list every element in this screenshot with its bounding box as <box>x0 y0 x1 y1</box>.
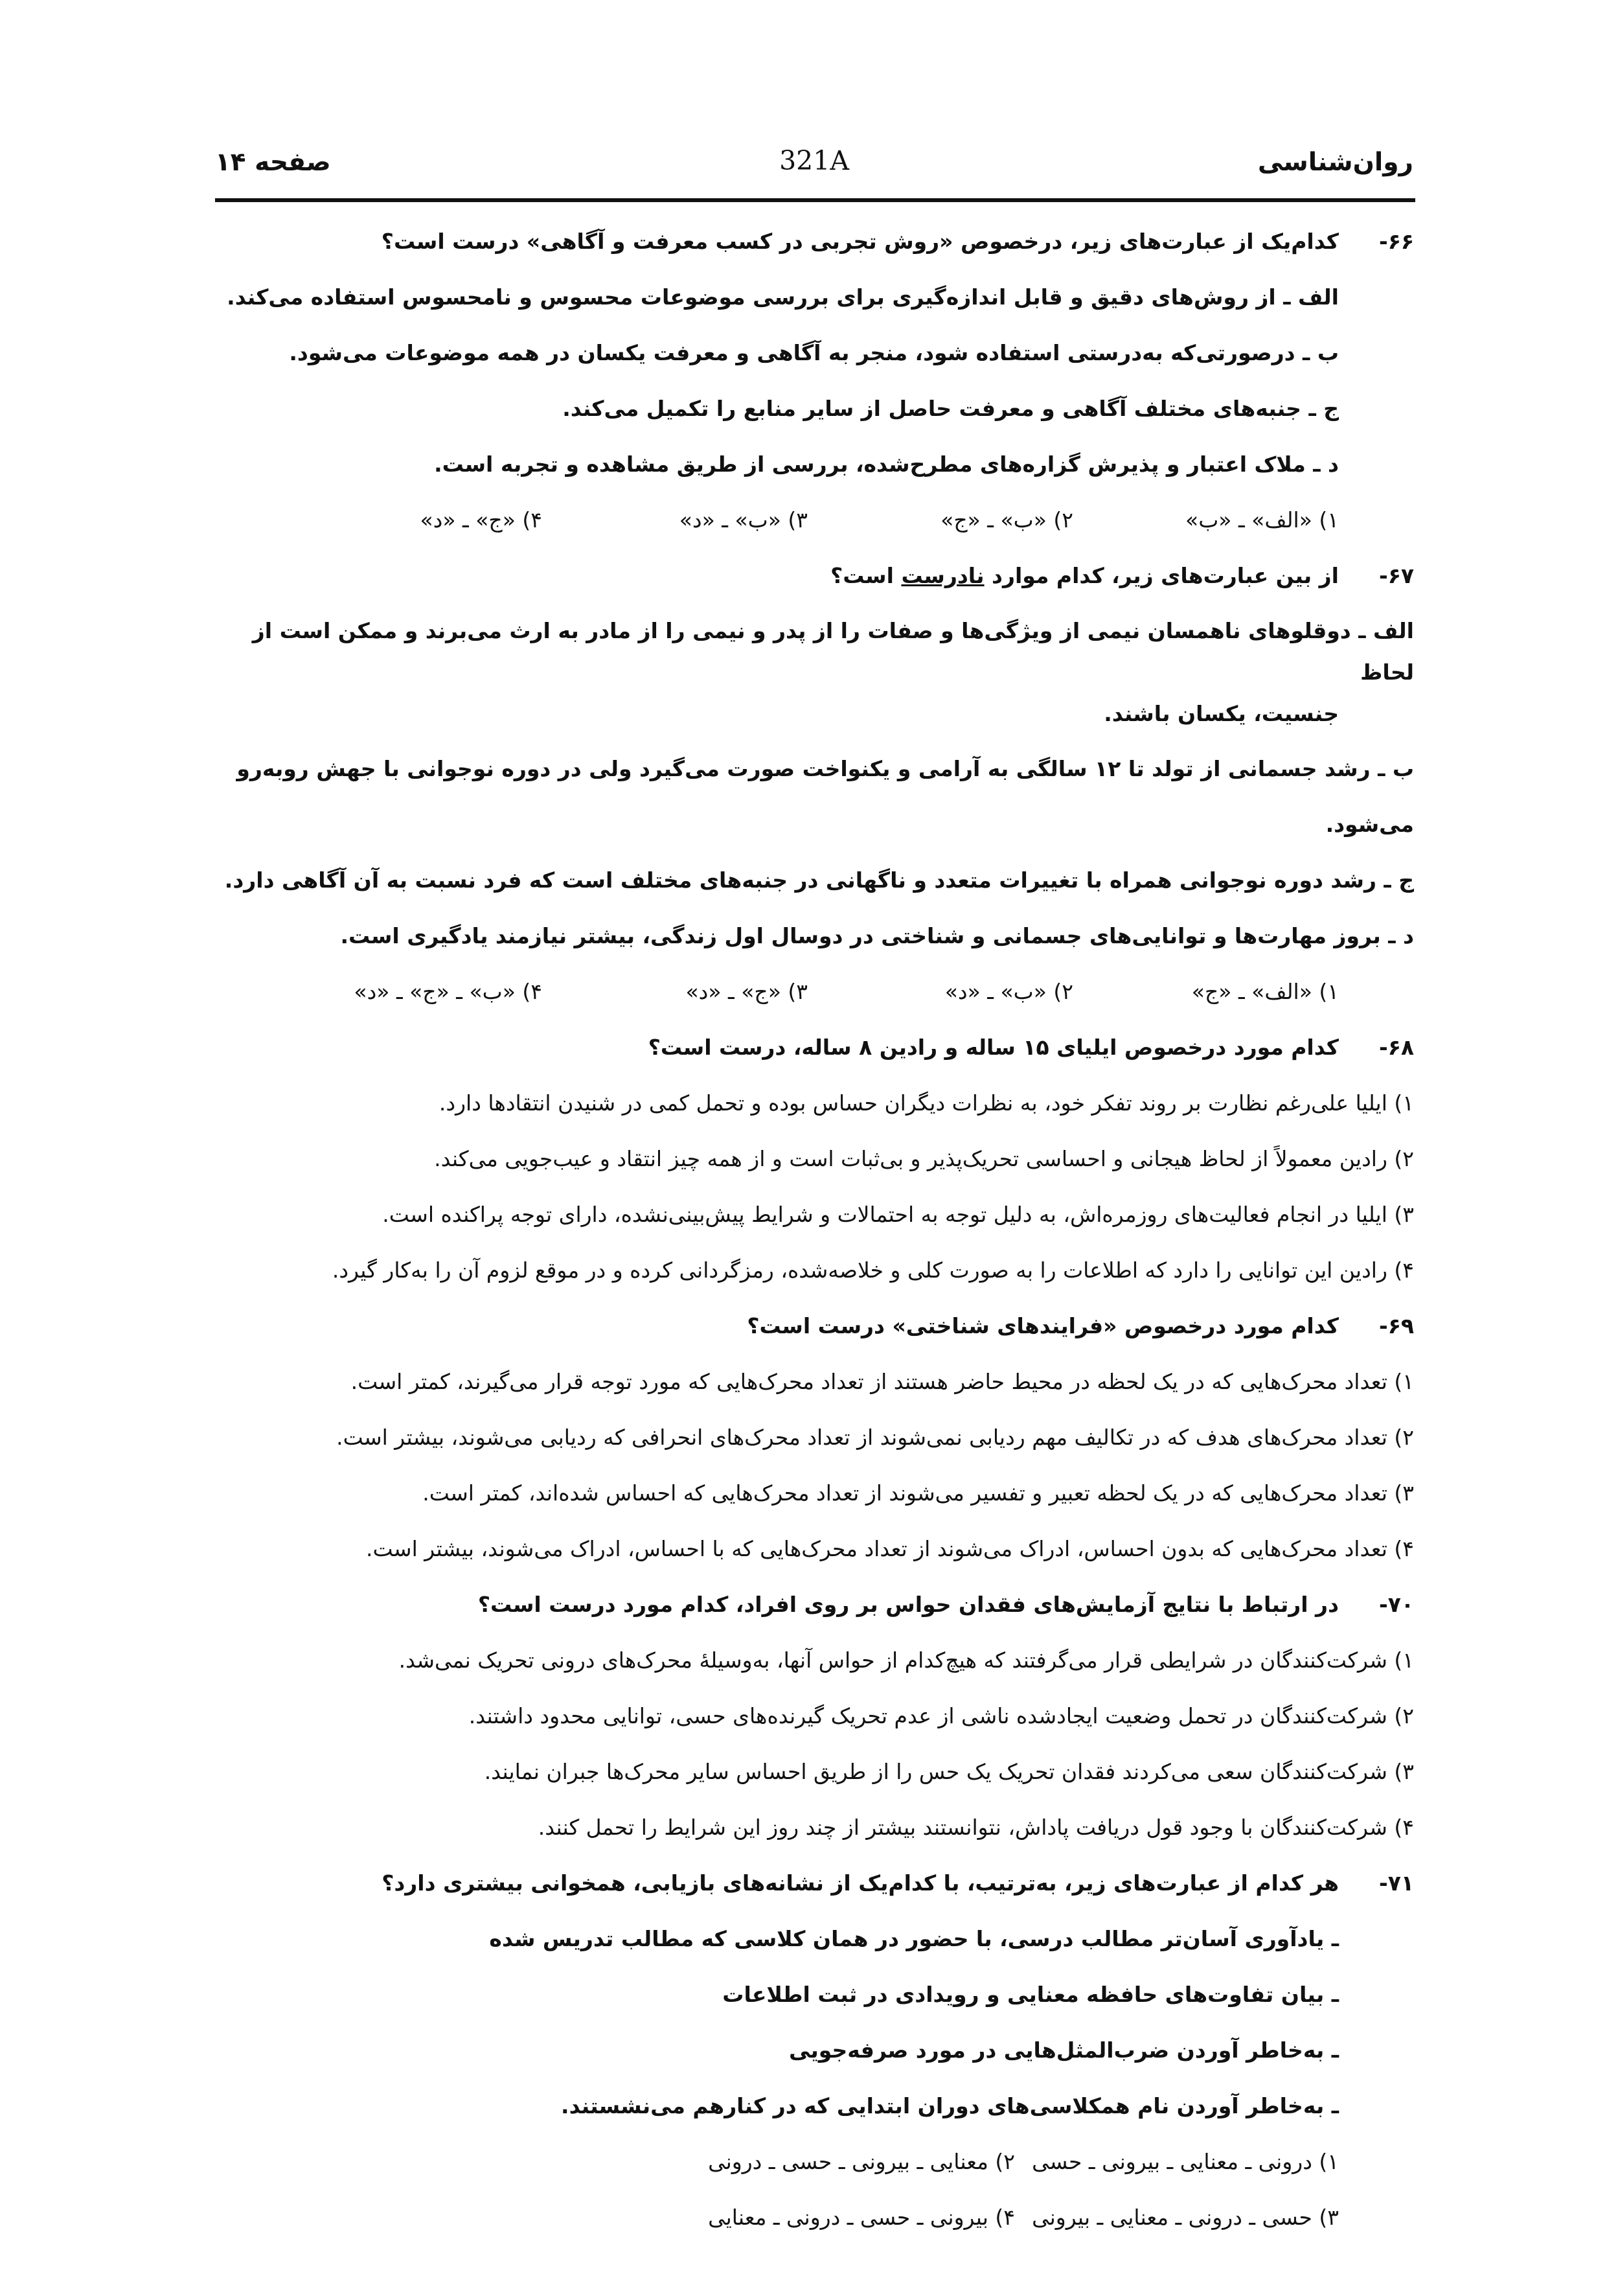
statement: الف ـ از روش‌های دقیق و قابل اندازه‌گیری برای بررسی موضوعات محسوس و نامحسوس استفاده می‌کند. <box>227 284 1339 310</box>
option[interactable]: ۲) رادین معمولاً از لحاظ هیجانی و احساسی تحریک‌پذیر و بی‌ثبات است و از همه چیز انتقاد و عیب‌جویی می‌کند. <box>434 1146 1414 1171</box>
question-67 <box>201 548 1414 1020</box>
option[interactable]: ۲) «ب» ـ «د» <box>944 979 1073 1004</box>
question-number: ۶۸- <box>1379 1035 1414 1060</box>
question-number: ۷۰- <box>1379 1592 1414 1617</box>
option[interactable]: ۳) حسی ـ درونی ـ معنایی ـ بیرونی <box>1032 2205 1339 2230</box>
question-number: ۶۹- <box>1379 1313 1414 1338</box>
option[interactable]: ۳) شرکت‌کنندگان سعی می‌کردند فقدان تحریک یک حس را از طریق احساس سایر محرک‌ها جبران نمایند. <box>484 1759 1414 1784</box>
statement: ج ـ رشد دوره نوجوانی همراه با تغییرات متعدد و ناگهانی در جنبه‌های مختلف است که فرد نسبت به آن آگاهی دارد. <box>224 867 1414 893</box>
option[interactable]: ۲) «ب» ـ «ج» <box>940 507 1073 533</box>
underlined-word: نادرست <box>901 563 985 588</box>
option[interactable]: ۴) «ج» ـ «د» <box>420 507 542 533</box>
option[interactable]: ۲) تعداد محرک‌های هدف که در تکالیف مهم ردیابی نمی‌شوند از تعداد محرک‌های انحرافی که ردیابی می‌شوند، بیشتر است. <box>336 1425 1414 1450</box>
question-stem: ۶۸- کدام مورد درخصوص ایلیای ۱۵ ساله و رادین ۸ ساله، درست است؟ <box>201 1020 1414 1075</box>
option[interactable]: ۳) «ج» ـ «د» <box>685 979 808 1004</box>
question-70 <box>201 1577 1414 1855</box>
option[interactable]: ۴) رادین این توانایی را دارد که اطلاعات را به صورت کلی و خلاصه‌شده، رمزگردانی کرده و در موقع لزوم آن را به‌کار گیرد. <box>332 1257 1414 1283</box>
option[interactable]: ۱) درونی ـ معنایی ـ بیرونی ـ حسی <box>1032 2149 1339 2174</box>
question-number: ۶۷- <box>1379 563 1414 588</box>
question-stem: ۶۶- کدام‌یک از عبارت‌های زیر، درخصوص «روش تجربی در کسب معرفت و آگاهی» درست است؟ <box>201 214 1414 270</box>
option[interactable]: ۱) «الف» ـ «ب» <box>1185 507 1339 533</box>
option[interactable]: ۳) ایلیا در انجام فعالیت‌های روزمره‌اش، به دلیل توجه به احتمالات و شرایط پیش‌بینی‌نشده، دارای توجه پراکنده است. <box>382 1202 1414 1227</box>
exam-code: 321A <box>779 145 849 176</box>
question-66 <box>201 214 1414 548</box>
question-stem: ۶۷- از بین عبارت‌های زیر، کدام موارد نادرست است؟ <box>201 548 1414 604</box>
question-stem: ۷۱- هر کدام از عبارت‌های زیر، به‌ترتیب، با کدام‌یک از نشانه‌های بازیابی، همخوانی بیشتری دارد؟ <box>201 1855 1414 1911</box>
statement: ـ به‌خاطر آوردن ضرب‌المثل‌هایی در مورد صرفه‌جویی <box>789 2038 1339 2063</box>
statement: ـ به‌خاطر آوردن نام همکلاسی‌های دوران ابتدایی که در کنارهم می‌نشستند. <box>561 2093 1339 2118</box>
option[interactable]: ۱) «الف» ـ «ج» <box>1191 979 1339 1004</box>
question-69 <box>201 1298 1414 1577</box>
statement: ج ـ جنبه‌های مختلف آگاهی و معرفت حاصل از سایر منابع را تکمیل می‌کند. <box>562 396 1339 421</box>
answer-options <box>201 964 1414 1020</box>
option[interactable]: ۳) «ب» ـ «د» <box>679 507 808 533</box>
page-number: صفحه ۱۴ <box>215 148 331 177</box>
option[interactable]: ۱) ایلیا علی‌رغم نظارت بر روند تفکر خود، به نظرات دیگران حساس بوده و تحمل کمی در شنیدن انتقادها دارد. <box>439 1090 1414 1116</box>
statement: ـ بیان تفاوت‌های حافظه معنایی و رویدادی در ثبت اطلاعات <box>722 1982 1339 2007</box>
answer-options <box>691 2134 1414 2245</box>
header-divider <box>215 198 1415 202</box>
option[interactable]: ۲) معنایی ـ بیرونی ـ حسی ـ درونی <box>708 2149 1015 2174</box>
page-header <box>215 145 1413 187</box>
option[interactable]: ۴) شرکت‌کنندگان با وجود قول دریافت پاداش، نتوانستند بیشتر از چند روز این شرایط را تحمل کنند. <box>538 1815 1414 1840</box>
statement: ب ـ رشد جسمانی از تولد تا ۱۲ سالگی به آرامی و یکنواخت صورت می‌گیرد ولی در دوره نوجوانی با جهش روبه‌رو می‌شود. <box>236 756 1414 837</box>
questions-area <box>201 214 1414 2245</box>
statement: ب ـ درصورتی‌که به‌درستی استفاده شود، منجر به آگاهی و معرفت یکسان در همه موضوعات می‌شود. <box>289 340 1339 365</box>
option[interactable]: ۲) شرکت‌کنندگان در تحمل وضعیت ایجادشده ناشی از عدم تحریک گیرنده‌های حسی، توانایی محدود داشتند. <box>468 1703 1414 1728</box>
statement: د ـ ملاک اعتبار و پذیرش گزاره‌های مطرح‌شده، بررسی از طریق مشاهده و تجربه است. <box>434 452 1339 477</box>
question-71 <box>201 1855 1414 2245</box>
option[interactable]: ۴) تعداد محرک‌هایی که بدون احساس، ادراک می‌شوند از تعداد محرک‌هایی که با احساس، ادراک می‌شوند، بیشتر است. <box>366 1536 1414 1561</box>
option[interactable]: ۳) تعداد محرک‌هایی که در یک لحظه تعبیر و تفسیر می‌شوند از تعداد محرک‌هایی که احساس شده‌اند، کمتر است. <box>422 1480 1414 1506</box>
option[interactable]: ۱) شرکت‌کنندگان در شرایطی قرار می‌گرفتند که هیچ‌کدام از حواس آنها، به‌وسیلهٔ محرک‌های درونی تحریک نمی‌شد. <box>398 1647 1414 1673</box>
subject-title: روان‌شناسی <box>1257 148 1413 177</box>
answer-options <box>201 492 1414 548</box>
option[interactable]: ۴) بیرونی ـ حسی ـ درونی ـ معنایی <box>708 2205 1015 2230</box>
option[interactable]: ۴) «ب» ـ «ج» ـ «د» <box>354 979 542 1004</box>
option[interactable]: ۱) تعداد محرک‌هایی که در یک لحظه در محیط حاضر هستند از تعداد محرک‌هایی که مورد توجه قرار می‌گیرند، کمتر است. <box>350 1369 1414 1394</box>
statement: د ـ بروز مهارت‌ها و توانایی‌های جسمانی و شناختی در دوسال اول زندگی، بیشتر نیازمند یادگیری است. <box>340 923 1414 948</box>
question-68 <box>201 1020 1414 1298</box>
question-stem: ۷۰- در ارتباط با نتایج آزمایش‌های فقدان حواس بر روی افراد، کدام مورد درست است؟ <box>201 1577 1414 1633</box>
question-number: ۶۶- <box>1379 229 1414 254</box>
statement: الف ـ دوقلوهای ناهمسان نیمی از ویژگی‌ها و صفات را از پدر و نیمی را از مادر به ارث می‌برند و ممکن است از لحاظ جنسیت، یکسان باشند. <box>252 618 1414 726</box>
question-stem: ۶۹- کدام مورد درخصوص «فرایندهای شناختی» درست است؟ <box>201 1298 1414 1354</box>
question-number: ۷۱- <box>1379 1870 1414 1896</box>
statement: ـ یادآوری آسان‌تر مطالب درسی، با حضور در همان کلاسی که مطالب تدریس شده <box>489 1926 1339 1951</box>
